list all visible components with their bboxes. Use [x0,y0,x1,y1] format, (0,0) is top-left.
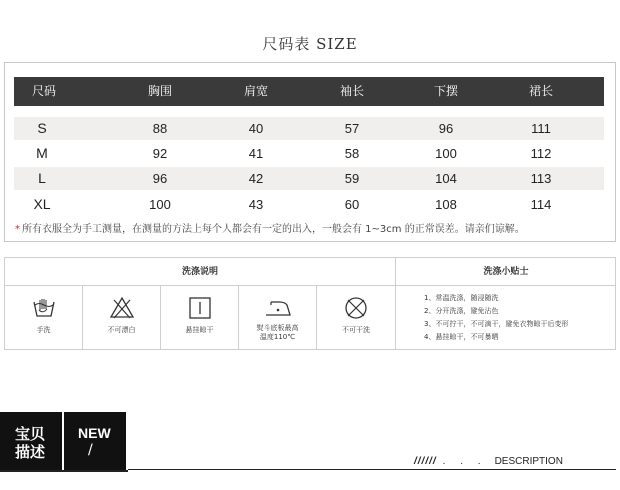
table-cell: 88 [152,121,168,136]
care-item-hand-wash [5,286,83,350]
table-cell: 59 [344,171,360,186]
table-cell: 96 [438,121,454,136]
care-label-line1: 熨斗底板最高 [256,324,299,332]
table-cell: 100 [149,197,171,212]
table-cell: 57 [344,121,360,136]
table-cell: 108 [435,197,457,212]
description-label: DESCRIPTION [494,456,563,467]
table-cell: 92 [152,146,168,161]
table-cell: 112 [530,146,552,161]
badge-text-line1: 宝贝 [15,425,46,443]
new-label: NEW [78,425,111,441]
care-label [239,324,316,342]
note-text: 所有衣服全为手工测量，在测量的方法上每个人都会有一定的出入，一般会有 1~3cm 的正常误差。请亲们谅解。 [22,224,525,235]
size-table [4,62,616,242]
care-label: 悬挂晾干 [185,326,214,334]
table-cell: 58 [344,146,360,161]
table-cell: XL [33,196,51,212]
divider [128,469,616,470]
tips-title: 洗涤小贴士 [395,258,616,286]
badge-text-line2: 描述 [15,443,46,461]
table-cell: 114 [530,197,552,212]
new-slash: / [88,442,93,458]
decor-slashes: ////// [414,456,437,467]
decor-dots: . . . [442,456,487,467]
tip-item: 3、不可拧干，不可滴干，避免衣物晾干后变形 [424,320,569,328]
new-badge [64,412,126,470]
page-title: 尺码表 SIZE [262,35,358,53]
care-item-no-dry-clean [317,286,395,350]
no-bleach-icon [109,296,135,320]
tip-item: 1、常温洗涤，随浸随洗 [424,294,499,302]
table-row [14,193,604,216]
table-cell: M [36,145,48,161]
table-cell: 113 [530,171,552,186]
table-row [14,142,604,165]
column-header: 下摆 [433,84,459,98]
column-header: 尺码 [31,84,57,98]
column-header: 裙长 [528,84,554,98]
table-header [14,77,604,106]
column-header: 袖长 [339,84,365,98]
tip-item: 2、分开洗涤，避免沾色 [424,307,499,315]
hand-wash-icon [31,296,57,320]
table-cell: 43 [248,197,264,212]
description-heading [414,456,563,467]
table-cell: 40 [248,121,264,136]
table-cell: 42 [248,171,264,186]
care-tips [395,286,616,350]
table-cell: 60 [344,197,360,212]
note-marker: * [15,224,20,235]
no-dry-clean-icon [343,296,369,320]
table-row [14,117,604,140]
table-cell: 104 [435,171,457,186]
table-cell: L [38,170,46,186]
tip-item: 4、悬挂晾干，不可暴晒 [424,333,499,341]
care-label: 不可漂白 [107,326,136,334]
care-label-line2: 温度110℃ [259,333,296,341]
column-header: 肩宽 [243,84,269,98]
column-header: 胸围 [147,84,173,98]
care-instructions [4,257,616,350]
measurement-note [15,220,525,235]
table-cell: 96 [152,171,168,186]
table-cell: S [37,120,47,136]
iron-icon [263,296,293,320]
hang-dry-icon [187,296,213,320]
table-row [14,167,604,190]
care-item-iron [239,286,317,350]
table-cell: 41 [248,146,264,161]
care-item-hang-dry [161,286,239,350]
product-description-badge [0,412,62,470]
table-cell: 100 [435,146,457,161]
table-cell: 111 [531,121,551,136]
care-label: 不可干洗 [342,326,370,334]
care-item-no-bleach [83,286,161,350]
care-label: 手洗 [36,326,51,334]
divider [0,470,128,472]
care-title: 洗涤说明 [5,258,395,286]
